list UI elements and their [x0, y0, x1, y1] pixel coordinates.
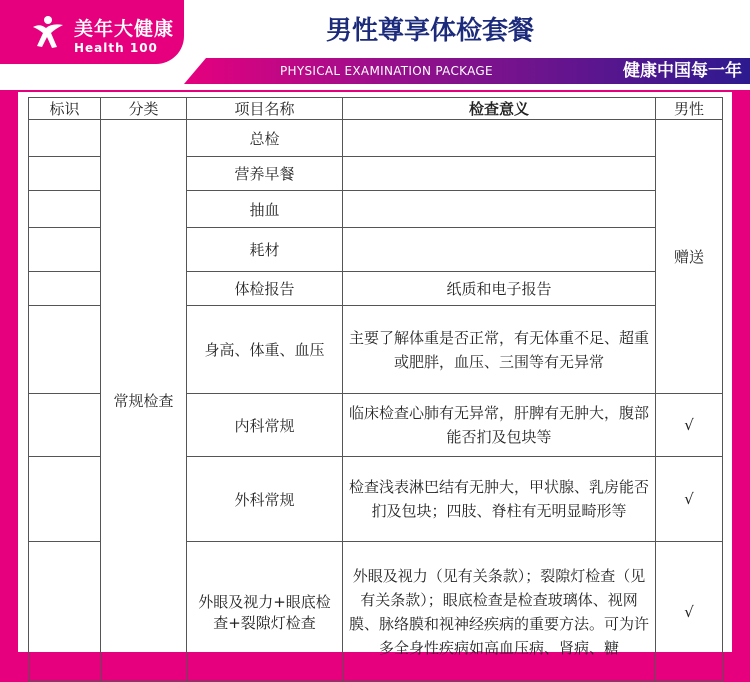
item-cell: 外眼及视力+眼底检查+裂隙灯检查 — [187, 542, 343, 682]
meaning-cell: 检查浅表淋巴结有无肿大，甲状腺、乳房能否扪及包块；四肢、脊柱有无明显畸形等 — [343, 457, 656, 542]
mark-cell — [29, 157, 101, 191]
page-header — [0, 0, 750, 90]
item-cell: 营养早餐 — [187, 157, 343, 191]
item-cell: 耗材 — [187, 228, 343, 272]
meaning-cell: 临床检查心肺有无异常，肝脾有无肿大，腹部能否扪及包块等 — [343, 394, 656, 457]
header-item: 项目名称 — [187, 98, 343, 120]
meaning-cell: 外眼及视力（见有关条款）；裂隙灯检查（见有关条款）；眼底检查是检查玻璃体、视网膜、脉络膜和视神经疾病的重要方法。可为许多全身性疾病如高血压病、肾病、糖 — [343, 542, 656, 682]
mark-cell — [29, 306, 101, 394]
mark-cell — [29, 394, 101, 457]
package-table-panel — [18, 92, 732, 657]
category-cell: 常规检查 — [101, 120, 187, 682]
header-mark: 标识 — [29, 98, 101, 120]
male-check-cell: √ — [656, 394, 723, 457]
item-cell: 身高、体重、血压 — [187, 306, 343, 394]
meaning-cell — [343, 157, 656, 191]
item-cell: 抽血 — [187, 191, 343, 228]
meaning-cell — [343, 191, 656, 228]
male-check-cell: √ — [656, 457, 723, 542]
header-category: 分类 — [101, 98, 187, 120]
brand-name-cn: 美年大健康 — [74, 18, 175, 40]
mark-cell — [29, 228, 101, 272]
brand-block — [0, 0, 184, 64]
item-cell: 外科常规 — [187, 457, 343, 542]
meaning-cell: 主要了解体重是否正常，有无体重不足、超重或肥胖，血压、三围等有无异常 — [343, 306, 656, 394]
meaning-cell — [343, 120, 656, 157]
item-cell: 总检 — [187, 120, 343, 157]
mark-cell — [29, 542, 101, 682]
meaning-cell — [343, 228, 656, 272]
male-check-cell: √ — [656, 542, 723, 682]
table-header-row — [29, 98, 723, 120]
gift-cell: 赠送 — [656, 120, 723, 394]
slogan-text: 健康中国每一年 — [623, 61, 742, 81]
item-cell: 体检报告 — [187, 272, 343, 306]
package-table — [28, 97, 723, 682]
page-title: 男性尊享体检套餐 — [325, 16, 534, 46]
mark-cell — [29, 457, 101, 542]
mark-cell — [29, 120, 101, 157]
running-person-logo-icon — [30, 14, 66, 50]
package-subtitle: PHYSICAL EXAMINATION PACKAGE — [280, 64, 493, 78]
mark-cell — [29, 191, 101, 228]
brand-name-en: Health 100 — [74, 41, 158, 55]
header-meaning: 检查意义 — [343, 98, 656, 120]
header-male: 男性 — [656, 98, 723, 120]
table-row — [29, 120, 723, 157]
item-cell: 内科常规 — [187, 394, 343, 457]
mark-cell — [29, 272, 101, 306]
meaning-cell: 纸质和电子报告 — [343, 272, 656, 306]
